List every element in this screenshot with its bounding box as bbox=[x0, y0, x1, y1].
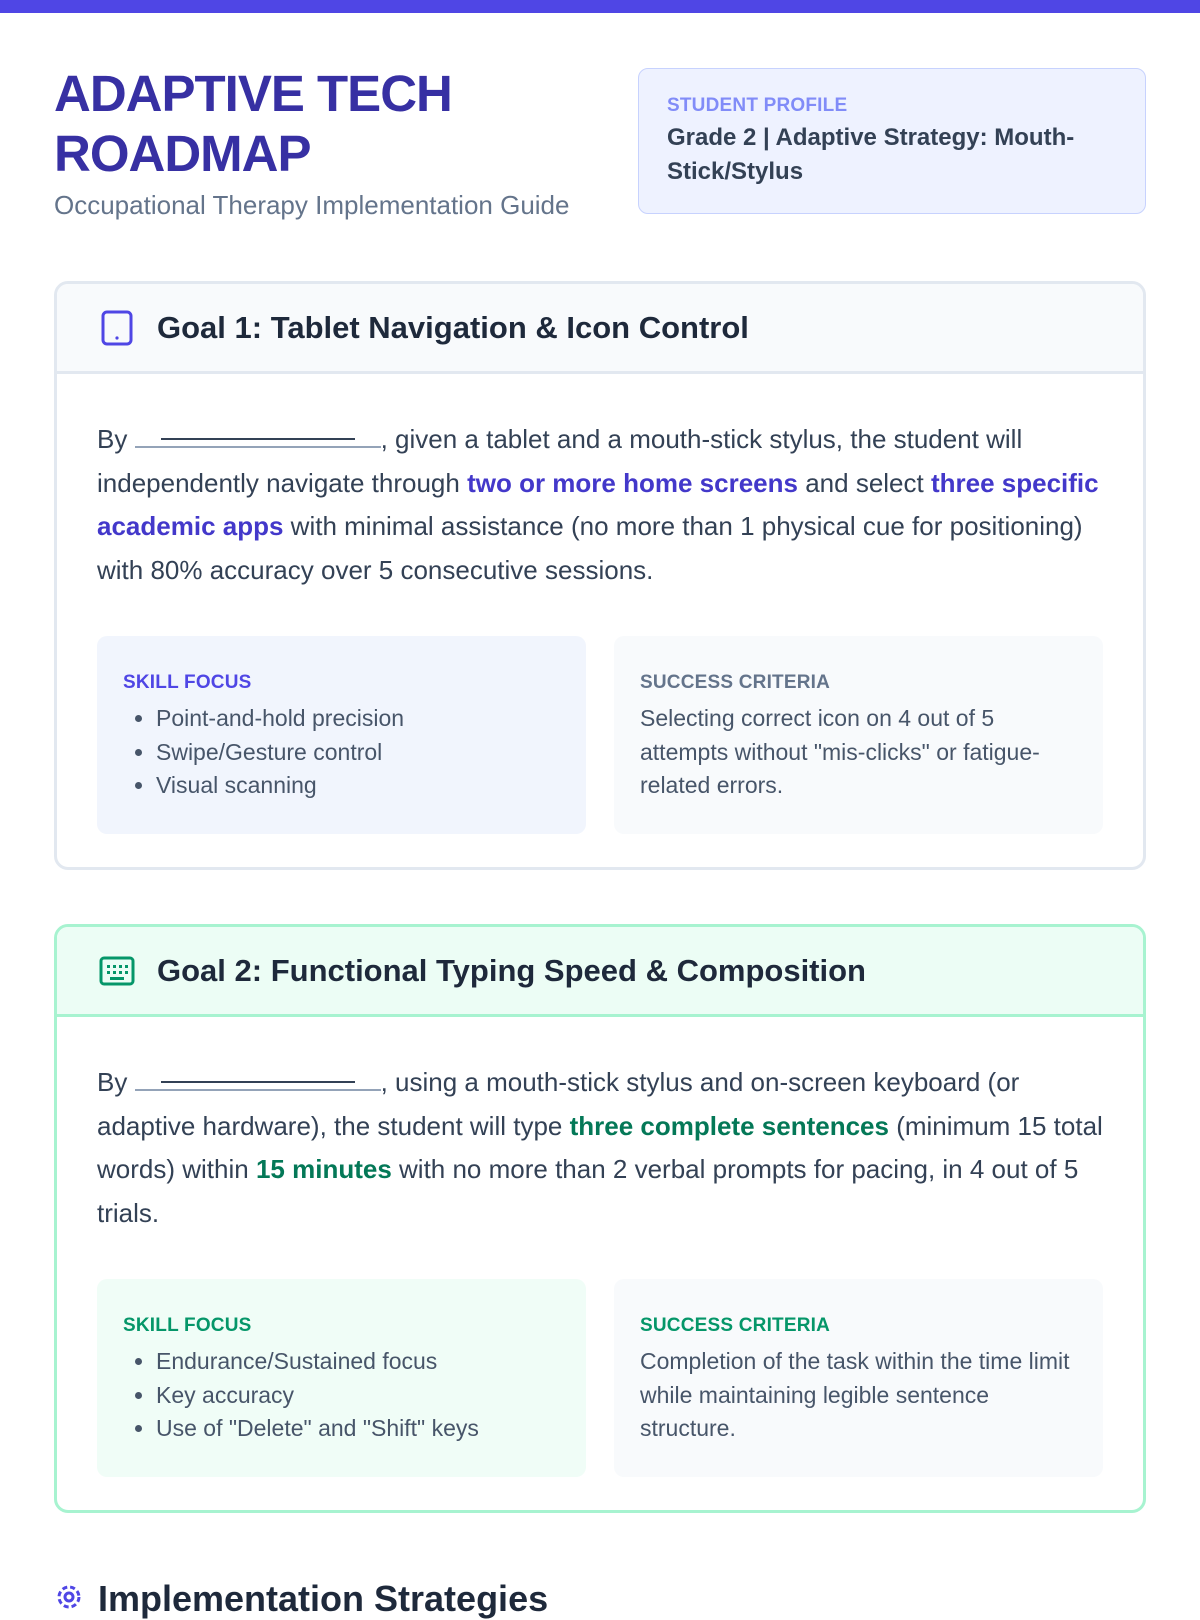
list-item: • Key accuracy bbox=[156, 1379, 560, 1413]
list-item: • Visual scanning bbox=[156, 769, 560, 803]
keyboard-icon bbox=[99, 953, 135, 989]
page-subtitle: Occupational Therapy Implementation Guide bbox=[54, 190, 570, 220]
list-item: • Swipe/Gesture control bbox=[156, 736, 560, 770]
tablet-icon bbox=[99, 310, 135, 346]
goal-1-highlight-screens: two or more home screens bbox=[467, 467, 798, 498]
goal-2-highlight-sentences: three complete sentences bbox=[569, 1110, 889, 1141]
goal-2-success-criteria bbox=[614, 1279, 1103, 1477]
student-profile-label: STUDENT PROFILE bbox=[667, 95, 848, 116]
goal-1-statement: By , given a tablet and a mouth-stick stylus, the student will independently navigate through two or more home screens and select three specific academic apps with minimal assistance (no more than 1 physical cue for positioning) with 80% accuracy over 5 consecutive sessions. bbox=[97, 418, 1103, 592]
list-item: • Point-and-hold precision bbox=[156, 702, 560, 736]
date-blank-field[interactable] bbox=[135, 420, 381, 448]
goal-2-statement: By , using a mouth-stick stylus and on-screen keyboard (or adaptive hardware), the student will type three complete sentences (minimum 15 total words) within 15 minutes with no more than 2 verbal prompts for pacing, in 4 out of 5 trials. bbox=[97, 1061, 1103, 1235]
student-profile-card bbox=[638, 68, 1146, 214]
goal-2-highlight-minutes: 15 minutes bbox=[255, 1154, 392, 1184]
goal-1-header bbox=[57, 284, 1143, 374]
goal-card-2 bbox=[54, 924, 1146, 1513]
implementation-title: Implementation Strategies bbox=[98, 1578, 549, 1619]
goal-card-1 bbox=[54, 281, 1146, 870]
list-item: • Endurance/Sustained focus bbox=[156, 1345, 560, 1379]
implementation-section-heading bbox=[54, 1578, 548, 1620]
gear-icon bbox=[54, 1582, 84, 1617]
skill-focus-label: SKILL FOCUS bbox=[123, 672, 252, 693]
date-blank-field[interactable] bbox=[135, 1063, 381, 1091]
goal-1-success-criteria bbox=[614, 636, 1103, 834]
list-item: • Use of "Delete" and "Shift" keys bbox=[156, 1412, 560, 1446]
goal-1-title: Goal 1: Tablet Navigation & Icon Control bbox=[157, 309, 749, 345]
goal-2-title: Goal 2: Functional Typing Speed & Composition bbox=[157, 952, 866, 988]
goal-1-skill-focus bbox=[97, 636, 586, 834]
success-criteria-text: Completion of the task within the time limit while maintaining legible sentence structure. bbox=[640, 1348, 1070, 1441]
page-title: ADAPTIVE TECH ROADMAP bbox=[54, 65, 452, 182]
goal-2-header bbox=[57, 927, 1143, 1017]
top-accent-bar bbox=[0, 0, 1200, 13]
success-criteria-label: SUCCESS CRITERIA bbox=[640, 1315, 831, 1336]
skill-focus-label: SKILL FOCUS bbox=[123, 1315, 252, 1336]
goal-1-highlight-apps: three specific academic apps bbox=[97, 467, 1099, 541]
page-header bbox=[54, 64, 1146, 234]
success-criteria-label: SUCCESS CRITERIA bbox=[640, 672, 831, 693]
goal-2-skill-focus bbox=[97, 1279, 586, 1477]
success-criteria-text: Selecting correct icon on 4 out of 5 attempts without "mis-clicks" or fatigue-related errors. bbox=[640, 705, 1040, 798]
student-profile-text: Grade 2 | Adaptive Strategy: Mouth-Stick/Stylus bbox=[667, 124, 1075, 185]
